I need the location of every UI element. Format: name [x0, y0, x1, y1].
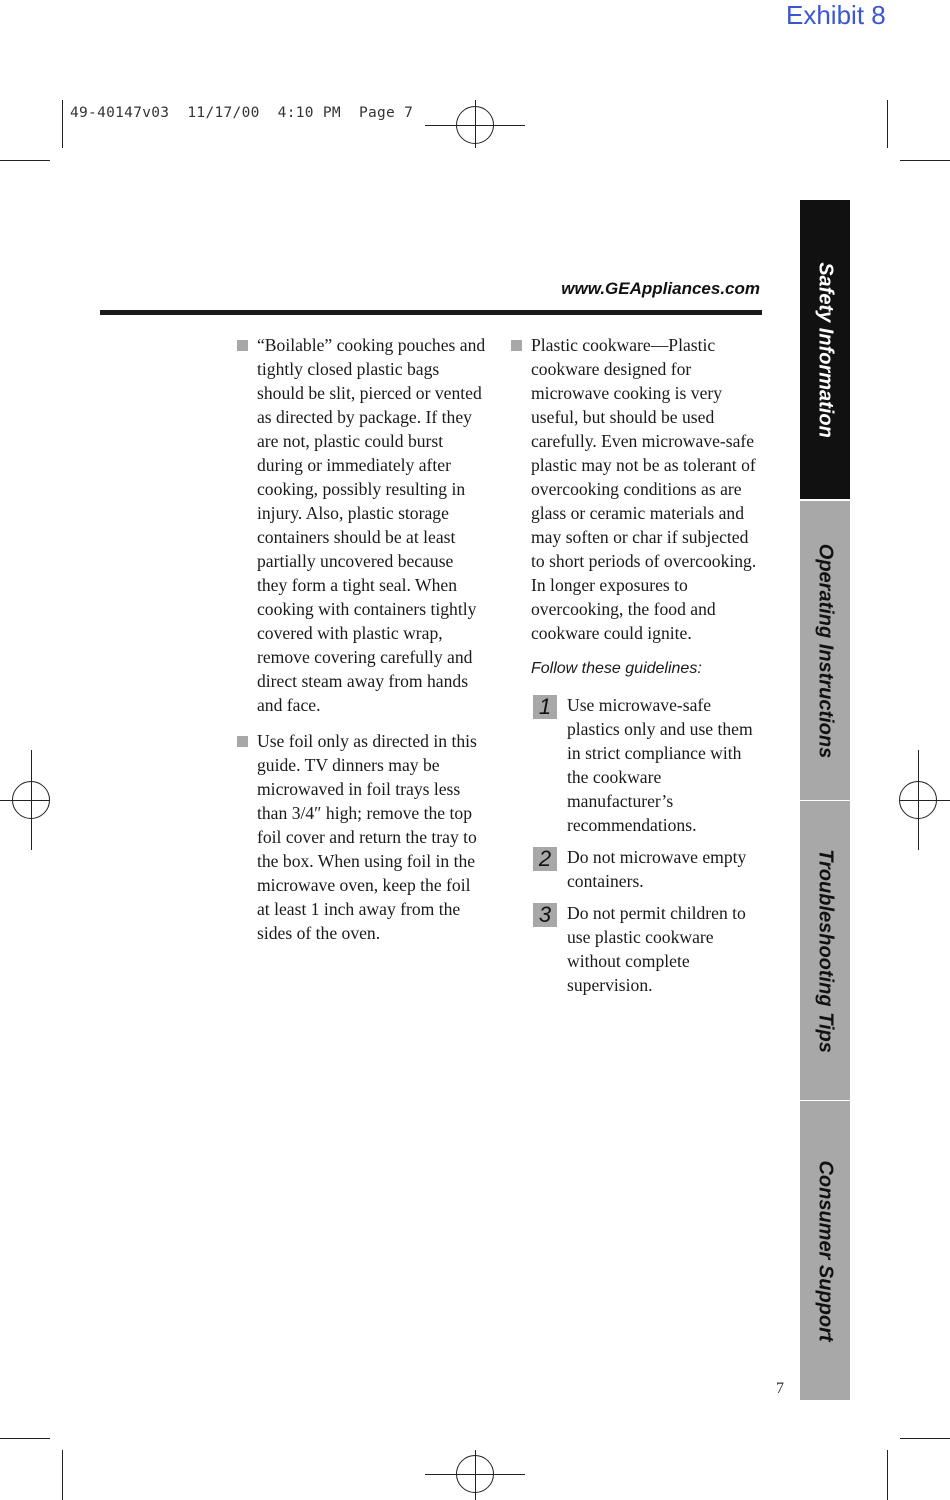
square-bullet-icon: [511, 340, 522, 351]
square-bullet-icon: [237, 340, 248, 351]
tab-safety-information[interactable]: [800, 200, 850, 499]
step-text: Do not microwave empty containers.: [567, 847, 747, 891]
bullet-item: [237, 729, 487, 945]
right-column: [511, 333, 763, 1005]
bullet-text: “Boilable” cooking pouches and tightly closed plastic bags should be slit, pierced or vented as directed by package. If they are not, plastic could burst during or immediately after cooking, possibly resulting in injury. Also, plastic storage containers should be at least partially uncovered because they form a tight seal. When cooking with containers tightly covered with plastic wrap, remove covering carefully and direct steam away from hands and face.: [257, 335, 486, 715]
tab-label: Operating Instructions: [814, 543, 837, 759]
step-number: 3: [533, 903, 557, 927]
guideline-step: [533, 901, 763, 997]
bullet-text: Plastic cookware—Plastic cookware designed for microwave cooking is very useful, but should be used carefully. Even microwave-safe plastic may not be as tolerant of overcooking conditions as are glass or ceramic materials and may soften or char if subjected to short periods of overcooking. In longer exposures to overcooking, the food and cookware could ignite.: [531, 335, 757, 643]
bullet-text: Use foil only as directed in this guide. TV dinners may be microwaved in foil trays less than 3/4″ high; remove the top foil cover and return the tray to the box. When using foil in the microwave oven, keep the foil at least 1 inch away from the sides of the oven.: [257, 731, 477, 943]
header-rule: [100, 310, 762, 315]
bullet-item: [511, 333, 763, 645]
exhibit-label: Exhibit 8: [786, 0, 886, 30]
tab-label: Consumer Support: [814, 1160, 837, 1342]
tab-consumer-support[interactable]: [800, 1101, 850, 1400]
tab-label: Safety Information: [814, 262, 837, 438]
guideline-step: [533, 693, 763, 837]
tab-troubleshooting-tips[interactable]: [800, 801, 850, 1100]
tab-operating-instructions[interactable]: [800, 501, 850, 800]
tab-label: Troubleshooting Tips: [814, 849, 837, 1053]
guideline-step: [533, 845, 763, 893]
step-number: 1: [533, 695, 557, 719]
website-url: www.GEAppliances.com: [561, 279, 760, 298]
step-number: 2: [533, 847, 557, 871]
square-bullet-icon: [237, 736, 248, 747]
left-column: [237, 333, 487, 957]
step-text: Do not permit children to use plastic cookware without complete supervision.: [567, 903, 746, 995]
page-number: 7: [776, 1380, 784, 1397]
guidelines-list: [511, 693, 763, 997]
guidelines-heading: Follow these guidelines:: [531, 660, 702, 677]
bullet-item: [237, 333, 487, 717]
slug-line: 49-40147v03 11/17/00 4:10 PM Page 7: [70, 105, 414, 121]
step-text: Use microwave-safe plastics only and use them in strict compliance with the cookware manufacturer’s recommendations.: [567, 695, 753, 835]
